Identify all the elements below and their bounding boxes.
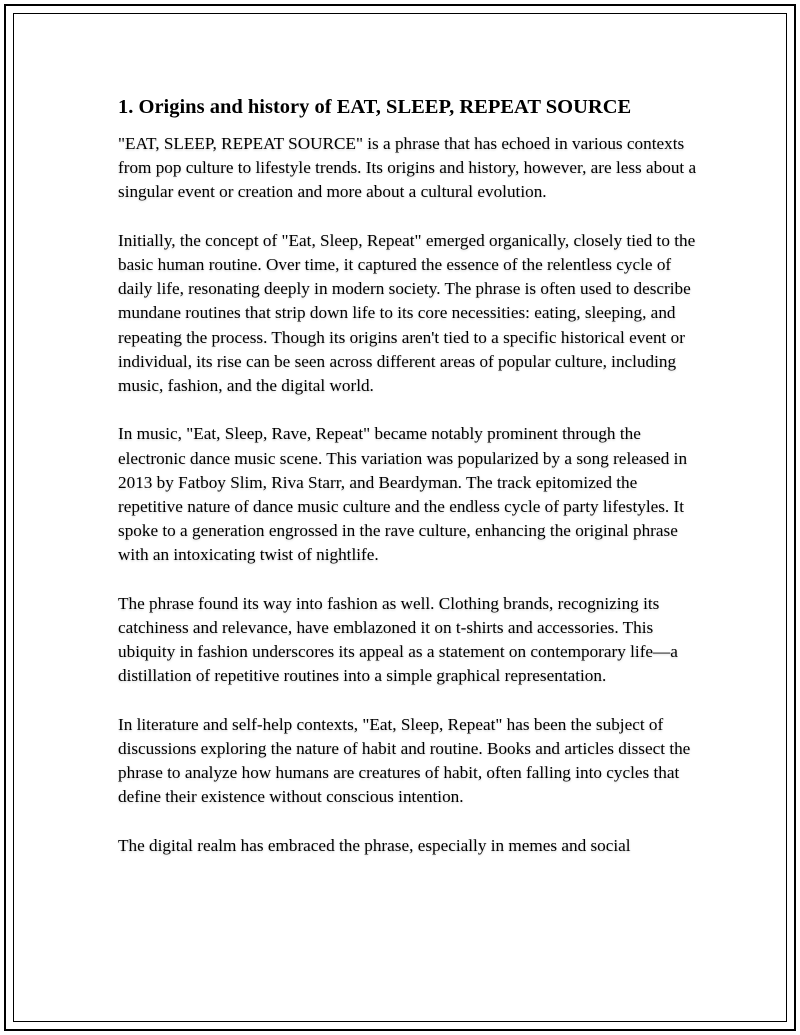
paragraph-origins: Initially, the concept of "Eat, Sleep, Repeat" emerged organically, closely tied to the basic human routine. Over time, it captured the essence of the relentless cycle of daily life, resonating deeply in modern society. The phrase is often used to describe mundane routines that strip down life to its core necessities: eating, sleeping, and repeating the process. Though its origins aren't tied to a specific historical event or individual, its rise can be seen across different areas of popular culture, including music, fashion, and the digital world. — [118, 230, 696, 396]
paragraph-literature: In literature and self-help contexts, "Eat, Sleep, Repeat" has been the subject of discussions exploring the nature of habit and routine. Books and articles dissect the phrase to analyze how humans are creatures of habit, often falling into cycles that define their existence without conscious intention. — [118, 714, 691, 807]
document-body — [118, 94, 698, 882]
paragraph-music: In music, "Eat, Sleep, Rave, Repeat" became notably prominent through the electronic dance music scene. This variation was popularized by a song released in 2013 by Fatboy Slim, Riva Starr, and Beardyman. The track epitomized the repetitive nature of dance music culture and the endless cycle of party lifestyles. It spoke to a generation engrossed in the rave culture, enhancing the original phrase with an intoxicating twist of nightlife. — [118, 424, 688, 565]
section-heading: 1. Origins and history of EAT, SLEEP, REPEAT SOURCE — [118, 96, 632, 118]
paragraph-fashion: The phrase found its way into fashion as well. Clothing brands, recognizing its catchiness and relevance, have emblazoned it on t-shirts and accessories. This ubiquity in fashion underscores its appeal as a statement on contemporary life—a distillation of repetitive routines into a simple graphical representation. — [118, 593, 678, 686]
paragraph-intro: "EAT, SLEEP, REPEAT SOURCE" is a phrase that has echoed in various contexts from pop culture to lifestyle trends. Its origins and history, however, are less about a singular event or creation and more about a cultural evolution. — [118, 134, 697, 202]
paragraph-digital: The digital realm has embraced the phrase, especially in memes and social — [118, 835, 631, 855]
